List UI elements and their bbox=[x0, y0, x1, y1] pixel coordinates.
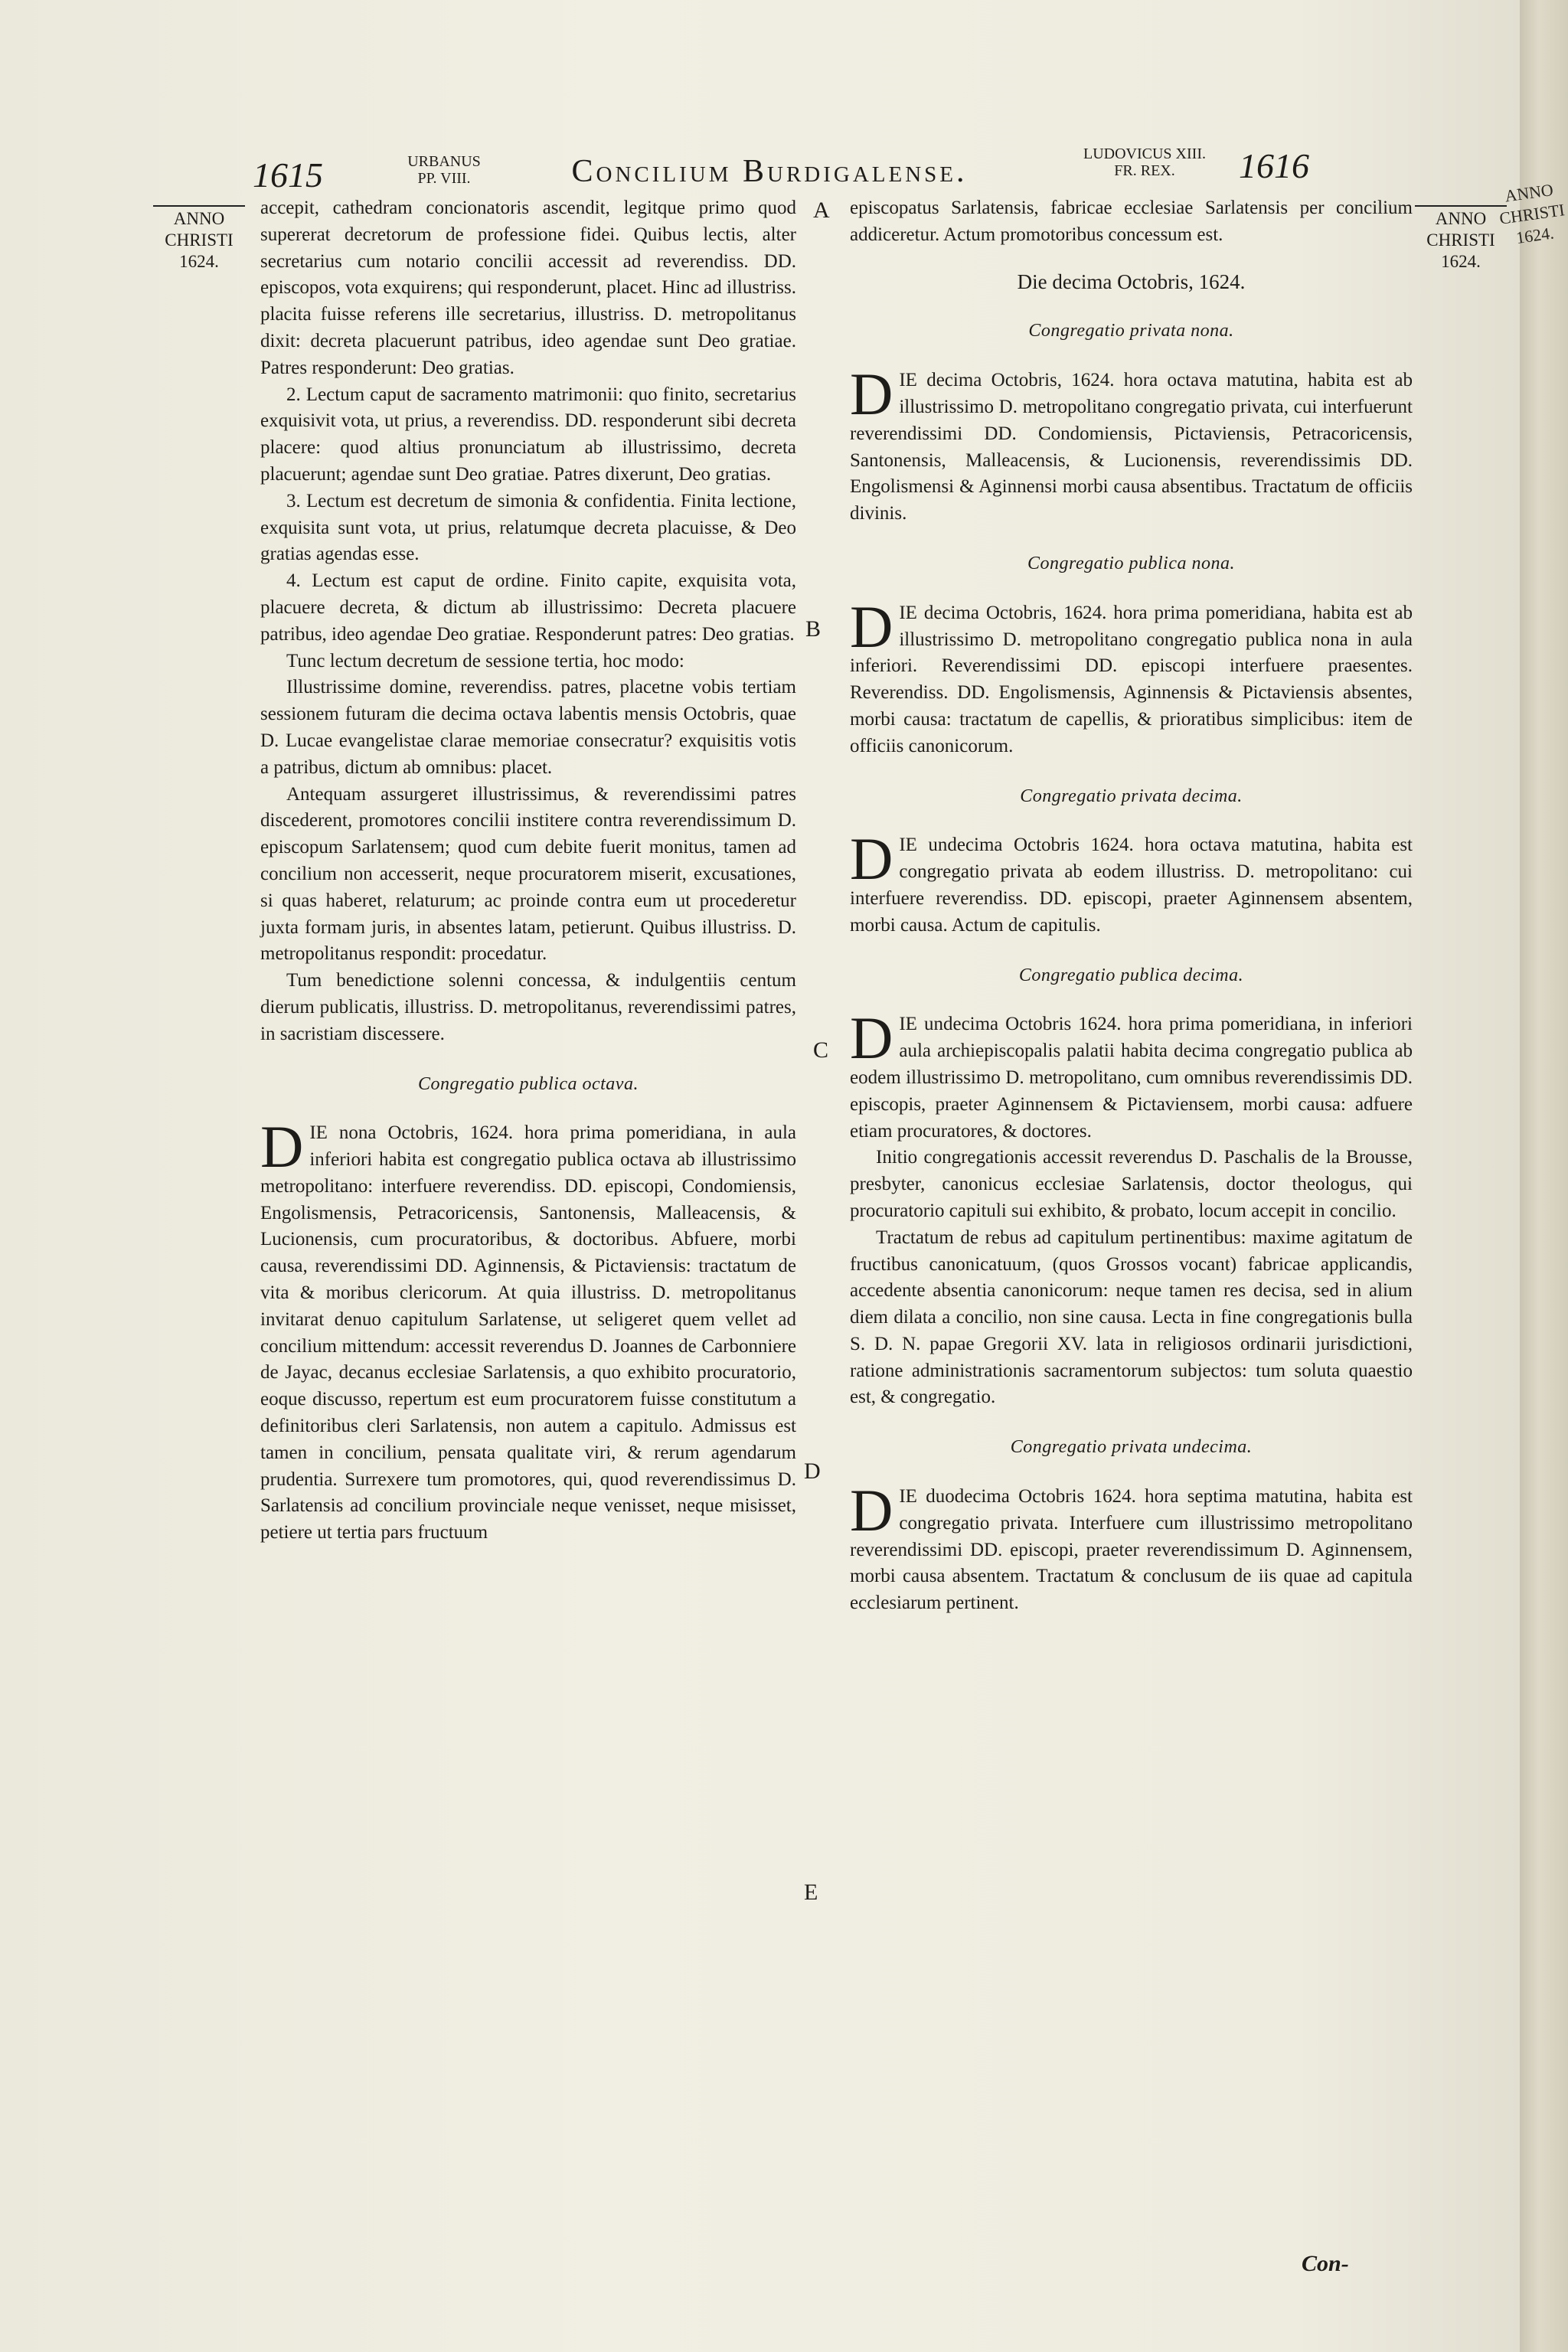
edge-note-year: 1624. bbox=[1514, 223, 1556, 248]
king-name: LUDOVICUS XIII. bbox=[1083, 145, 1206, 162]
section-heading: Congregatio publica decima. bbox=[1018, 965, 1244, 985]
page-number-left: 1615 bbox=[253, 155, 323, 194]
paragraph-with-dropcap bbox=[850, 1477, 1413, 1617]
facing-page-edge bbox=[1520, 0, 1568, 2352]
drop-capital: D bbox=[850, 1477, 893, 1544]
pope-heading bbox=[390, 153, 498, 187]
margin-letter-e: E bbox=[804, 1880, 818, 1905]
paragraph-text: IE decima Octobris, 1624. hora octava matutina, habita est ab illustrissimo D. metropolitano congregatio privata, cui interfuerunt reverendissimi DD. Condomiensis, Pictaviensis, Petracoricensis, Santonensis, Malleacensis, & Lucionensis, reverendissimis DD. Engolismensi & Aginnensi morbi causa absentibus. Tractatum de officiis divinis. bbox=[850, 370, 1413, 524]
paragraph: 4. Lectum est caput de ordine. Finito capite, exquisita vota, placuere decreta, & dictum ab illustrissimo: Decreta placuere patribus, ideo agendae Deo gratiae. Responderunt patres: Deo gratias. bbox=[260, 570, 796, 645]
pope-name: URBANUS bbox=[407, 153, 481, 170]
margin-year: 1624. bbox=[1441, 252, 1481, 271]
king-title: FR. REX. bbox=[1114, 162, 1175, 179]
drop-capital: D bbox=[850, 593, 893, 660]
paragraph: Tum benedictione solenni concessa, & indulgentiis centum dierum publicatis, illustriss. D. metropolitanus, reverendissimi patres, in sacristiam discessere. bbox=[260, 970, 796, 1044]
margin-christi: CHRISTI bbox=[1426, 230, 1495, 250]
paragraph: 3. Lectum est decretum de simonia & confidentia. Finita lectione, exquisita sunt vota, ut prius, relatumque decreta placuisse, & Deo gratias agendas esse. bbox=[260, 490, 796, 565]
section-heading: Congregatio privata nona. bbox=[1028, 321, 1234, 341]
running-title: Concilium Burdigalense. bbox=[571, 154, 968, 189]
paragraph: Tunc lectum decretum de sessione tertia, hoc modo: bbox=[286, 650, 684, 671]
paragraph: accepit, cathedram concionatoris ascendit, legitque primo quod supererat decretorum de professione fidei. Quibus lectis, alter secretarius cum notario concilii accessit ad reverendiss. DD. episcopos, vota exquirens; qui responderunt, placet. Hinc ad illustriss. placita fuisse referens ille secretarius, illustriss. D. metropolitanus dixit: decreta placuerunt patribus, ideo agendae sunt Deo gratiae. Patres responderunt: Deo gratias. bbox=[260, 198, 796, 378]
margin-letter-a: A bbox=[813, 198, 830, 223]
margin-year-right bbox=[1415, 205, 1507, 273]
section-heading: Congregatio publica octava. bbox=[418, 1073, 639, 1094]
margin-letter-d: D bbox=[804, 1459, 821, 1484]
edge-note-christi: CHRISTI bbox=[1498, 200, 1566, 228]
margin-anno: ANNO bbox=[1415, 205, 1507, 230]
margin-christi: CHRISTI bbox=[165, 230, 234, 250]
catchword: Con- bbox=[1302, 2251, 1349, 2276]
margin-year: 1624. bbox=[179, 252, 219, 271]
paragraph-text: IE undecima Octobris 1624. hora octava matutina, habita est congregatio privata ab eodem illustriss. D. metropolitano: cui interfuere reverendiss. DD. episcopi, praeter Aginnensem absentem, morbi causa. Actum de capitulis. bbox=[850, 835, 1413, 936]
paragraph-text: IE decima Octobris, 1624. hora prima pomeridiana, habita est ab illustrissimo D. metropolitano congregatio publica nona in aula inferiori. Reverendissimi DD. episcopi interfuere praesentes. Reverendiss. DD. Engolismensis, Aginnensis & Pictaviensis absentes, morbi causa: tractatum de capellis, & prioratibus simplicibus: item de officiis canonicorum. bbox=[850, 602, 1413, 756]
paragraph-text: IE nona Octobris, 1624. hora prima pomeridiana, in aula inferiori habita est congregatio publica octava ab illustrissimo metropolitano: interfuere reverendiss. DD. episcopi, Condomiensis, Engolismensis, Petracoricensis, Santonensis, Malleacensis, & Lucionensis, cum procuratoribus, & doctoribus. Abfuere, morbi causa, reverendissimi DD. Aginnensis, & Pictaviensis: tractatum de vita & moribus clericorum. At quia illustriss. D. metropolitanus invitarat denuo capitulum Sarlatense, ut seligeret quem vellet ad concilium mittendum: accessit reverendus D. Joannes de Carbonniere de Jayac, decanus ecclesiae Sarlatensis, a quo exhibito procuratorio, eoque discusso, repertum est eum procuratorem fuisse constitutum a definitoribus cleri Sarlatensis, non autem a capitulo. Admissus est tamen in concilium, pensata qualitate viri, & rerum agendarum prudentia. Surrexere tum promotores, qui, quod reverendissimus D. Sarlatensis ad concilium provinciale neque venisset, neque misisset, petiere ut tertia pars fructuum bbox=[260, 1122, 796, 1544]
paragraph-with-dropcap bbox=[850, 825, 1413, 939]
edge-note-anno: ANNO bbox=[1503, 179, 1555, 206]
paragraph-with-dropcap bbox=[260, 1113, 796, 1547]
paragraph: Tractatum de rebus ad capitulum pertinentibus: maxime agitatum de fructibus canonicatuum, (quos Grossos vocant) fabricae applicandis, accedente absentia canonicorum: neque tamen res decisa, sed in alium diem dilata a concilio, non sine causa. Lecta in fine congregationis bulla S. D. N. papae Gregorii XV. lata in religiosos ordinarii jurisdictioni, ratione administrationis sacramentorum subjectos: tum soluta quaestio est, & congregatio. bbox=[850, 1227, 1413, 1408]
drop-capital: D bbox=[850, 361, 893, 428]
margin-anno: ANNO bbox=[153, 205, 245, 230]
drop-capital: D bbox=[850, 1004, 893, 1072]
paragraph-with-dropcap bbox=[850, 593, 1413, 760]
left-column bbox=[260, 195, 796, 1547]
drop-capital: D bbox=[850, 825, 893, 893]
section-heading: Congregatio publica nona. bbox=[1027, 553, 1235, 573]
paragraph-with-dropcap bbox=[850, 1004, 1413, 1145]
margin-letter-b: B bbox=[805, 616, 822, 642]
margin-year-left bbox=[153, 205, 245, 273]
king-heading bbox=[1072, 145, 1217, 179]
right-column bbox=[850, 195, 1413, 1617]
paragraph: Initio congregationis accessit reverendus D. Paschalis de la Brousse, presbyter, canonicus ecclesiae Sarlatensis, doctor theologus, qui procuratorio capituli sui exhibito, & probato, locum accepit in concilio. bbox=[850, 1147, 1413, 1221]
date-heading: Die decima Octobris, 1624. bbox=[1017, 270, 1246, 293]
section-heading: Congregatio privata undecima. bbox=[1010, 1437, 1253, 1458]
paragraph: Antequam assurgeret illustrissimus, & reverendissimi patres discederent, promotores concilii institere contra reverendissimum D. episcopum Sarlatensem; quod cum debite fuerit monitus, tamen ad concilium non accesserit, neque procuratorem miserit, excusationes, si quas haberet, relaturum; ac proinde contra eum ut procederetur juxta formam juris, in absentes latam, petierunt. Quibus illustriss. D. metropolitanus respondit: procedatur. bbox=[260, 783, 796, 965]
section-heading: Congregatio privata decima. bbox=[1020, 786, 1243, 806]
paragraph-with-dropcap bbox=[850, 361, 1413, 528]
paragraph-text: IE undecima Octobris 1624. hora prima pomeridiana, in inferiori aula archiepiscopalis palatii habita decima congregatio publica ab eodem illustrissimo D. metropolitano, cum omnibus reverendissimis DD. episcopis, praeter Aginnensem & Pictaviensem, morbi causa: adfuere etiam procuratores, & doctores. bbox=[850, 1014, 1413, 1142]
page-number-right: 1616 bbox=[1239, 146, 1309, 185]
paragraph: episcopatus Sarlatensis, fabricae ecclesiae Sarlatensis per concilium addiceretur. Actum promotoribus concessum est. bbox=[850, 198, 1413, 245]
pope-title: PP. VIII. bbox=[417, 170, 471, 187]
margin-letter-c: C bbox=[813, 1037, 829, 1063]
paragraph: 2. Lectum caput de sacramento matrimonii: quo finito, secretarius exquisivit vota, ut prius, a reverendiss. DD. responderunt sibi decreta placere: quod altius pronunciatum ab illustrissimo, decreta placuerunt; agendae sunt Deo gratiae. Patres dixerunt, Deo gratias. bbox=[260, 384, 796, 485]
drop-capital: D bbox=[260, 1113, 304, 1181]
paragraph: Illustrissime domine, reverendiss. patres, placetne vobis tertiam sessionem futuram die decima octava labentis mensis Octobris, quae D. Lucae evangelistae clarae memoriae consecratur? exquisitis votis a patribus, dictum ab omnibus: placet. bbox=[260, 677, 796, 778]
paragraph-text: IE duodecima Octobris 1624. hora septima matutina, habita est congregatio privata. Interfuere cum illustrissimo metropolitano reverendissimi DD. episcopi, praeter reverendissimum D. Aginnensem, morbi causa absentem. Tractatum & conclusum de iis quae ad capitula ecclesiarum pertinent. bbox=[850, 1486, 1413, 1614]
